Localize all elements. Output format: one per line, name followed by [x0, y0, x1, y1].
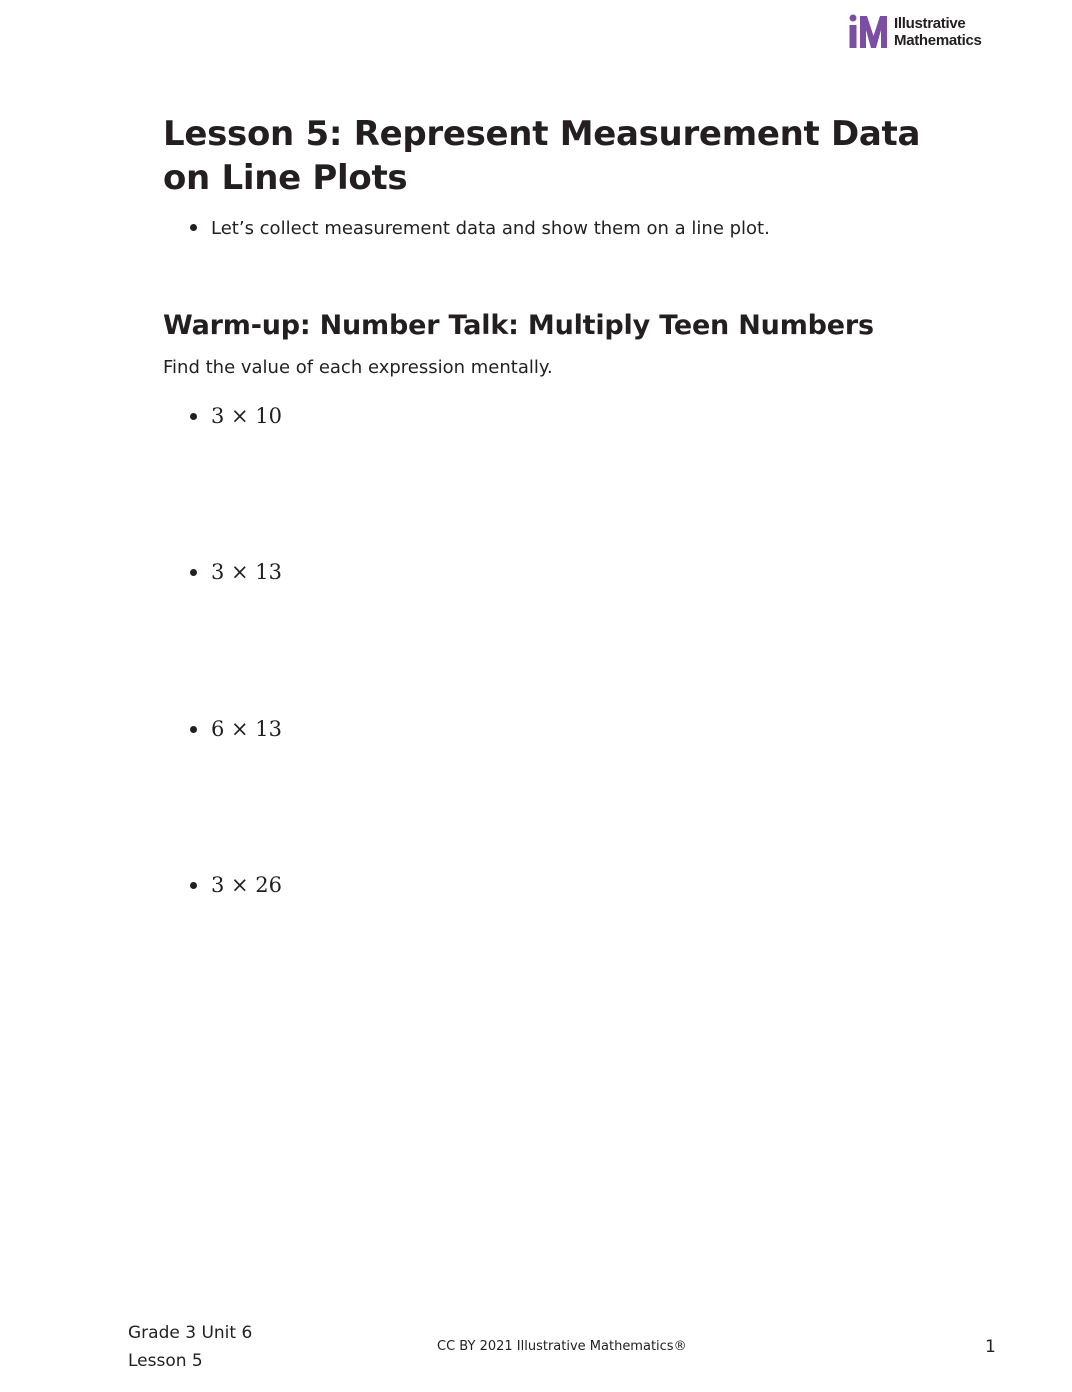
bullet-icon — [190, 224, 197, 231]
expression-item — [190, 560, 282, 584]
expression-item — [190, 404, 282, 428]
im-logo-icon — [848, 14, 888, 48]
page-number: 1 — [985, 1337, 996, 1357]
page-title: Lesson 5: Represent Measurement Data on Line Plots — [163, 114, 921, 198]
bullet-icon — [190, 882, 197, 889]
expression-item — [190, 873, 282, 897]
expression-text: 3 × 10 — [211, 404, 283, 428]
logo-line2: Mathematics — [894, 32, 982, 49]
expression-item — [190, 717, 282, 741]
bullet-icon — [190, 413, 197, 420]
logo-wordmark — [894, 15, 982, 49]
learning-goal-item — [190, 218, 770, 239]
footer-grade-unit: Grade 3 Unit 6 — [128, 1323, 253, 1343]
bullet-icon — [190, 569, 197, 576]
footer-lesson: Lesson 5 — [128, 1351, 203, 1371]
bullet-icon — [190, 726, 197, 733]
illustrative-mathematics-logo — [848, 14, 998, 50]
expression-text: 6 × 13 — [211, 717, 283, 741]
logo-line1: Illustrative — [894, 15, 966, 32]
learning-goal-text: Let’s collect measurement data and show them on a line plot. — [211, 218, 770, 239]
footer-course-info — [128, 1321, 252, 1377]
expression-text: 3 × 13 — [211, 560, 283, 584]
footer-license: CC BY 2021 Illustrative Mathematics® — [437, 1339, 687, 1354]
expression-text: 3 × 26 — [211, 873, 283, 897]
warmup-heading: Warm-up: Number Talk: Multiply Teen Numbers — [163, 310, 874, 341]
warmup-instructions: Find the value of each expression mentally. — [163, 357, 553, 378]
